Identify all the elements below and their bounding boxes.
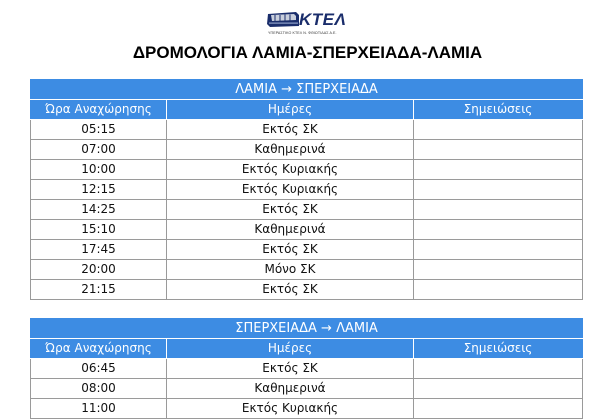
departure-time: 10:00 (31, 160, 167, 180)
table-row (31, 140, 583, 160)
table-row (31, 200, 583, 220)
days-cell: Εκτός ΣΚ (167, 280, 414, 300)
table-row (31, 359, 583, 379)
table-row (31, 399, 583, 419)
logo-text: ΚΤΕΛ (299, 10, 347, 29)
days-cell: Καθημερινά (167, 379, 414, 399)
departure-time: 21:15 (31, 280, 167, 300)
departure-time: 11:00 (31, 399, 167, 419)
notes-cell (414, 379, 583, 399)
departure-time: 20:00 (31, 260, 167, 280)
table-row (31, 379, 583, 399)
days-cell: Μόνο ΣΚ (167, 260, 414, 280)
logo-subtitle: ΥΠΕΡΑΣΤΙΚΟ ΚΤΕΛ Ν. ΦΘΙΩΤΙΔΑΣ Α.Ε. (268, 31, 337, 35)
departure-time: 08:00 (31, 379, 167, 399)
col-header-days: Ημέρες (167, 339, 414, 359)
days-cell: Εκτός Κυριακής (167, 160, 414, 180)
days-cell: Εκτός Κυριακής (167, 180, 414, 200)
col-header-notes: Σημειώσεις (414, 339, 583, 359)
col-header-notes: Σημειώσεις (414, 100, 583, 120)
days-cell: Καθημερινά (167, 140, 414, 160)
table-title-row (31, 319, 583, 339)
table-row (31, 220, 583, 240)
days-cell: Εκτός ΣΚ (167, 240, 414, 260)
notes-cell (414, 399, 583, 419)
col-header-departure: Ώρα Αναχώρησης (31, 339, 167, 359)
notes-cell (414, 359, 583, 379)
logo-mark (266, 10, 347, 30)
bus-icon (266, 11, 300, 28)
table-row (31, 180, 583, 200)
notes-cell (414, 180, 583, 200)
route-title: ΛΑΜΙΑ → ΣΠΕΡΧΕΙΑΔΑ (31, 80, 583, 100)
departure-time: 06:45 (31, 359, 167, 379)
notes-cell (414, 280, 583, 300)
notes-cell (414, 220, 583, 240)
days-cell: Εκτός Κυριακής (167, 399, 414, 419)
days-cell: Εκτός ΣΚ (167, 359, 414, 379)
notes-cell (414, 120, 583, 140)
notes-cell (414, 260, 583, 280)
departure-time: 15:10 (31, 220, 167, 240)
schedule-table-spercheiada-lamia (30, 318, 583, 419)
table-row (31, 120, 583, 140)
days-cell: Εκτός ΣΚ (167, 200, 414, 220)
table-title-row (31, 80, 583, 100)
column-header-row (31, 100, 583, 120)
table-row (31, 280, 583, 300)
days-cell: Εκτός ΣΚ (167, 120, 414, 140)
page-title: ΔΡΟΜΟΛΟΓΙΑ ΛΑΜΙΑ-ΣΠΕΡΧΕΙΑΔΑ-ΛΑΜΙΑ (132, 43, 483, 62)
departure-time: 05:15 (31, 120, 167, 140)
table-row (31, 260, 583, 280)
route-title: ΣΠΕΡΧΕΙΑΔΑ → ΛΑΜΙΑ (31, 319, 583, 339)
table-row (31, 240, 583, 260)
column-header-row (31, 339, 583, 359)
notes-cell (414, 240, 583, 260)
col-header-days: Ημέρες (167, 100, 414, 120)
notes-cell (414, 140, 583, 160)
days-cell: Καθημερινά (167, 220, 414, 240)
departure-time: 17:45 (31, 240, 167, 260)
departure-time: 07:00 (31, 140, 167, 160)
notes-cell (414, 160, 583, 180)
ktel-logo (266, 10, 347, 36)
departure-time: 14:25 (31, 200, 167, 220)
table-row (31, 160, 583, 180)
notes-cell (414, 200, 583, 220)
col-header-departure: Ώρα Αναχώρησης (31, 100, 167, 120)
schedule-table-lamia-spercheiada (30, 79, 583, 300)
departure-time: 12:15 (31, 180, 167, 200)
